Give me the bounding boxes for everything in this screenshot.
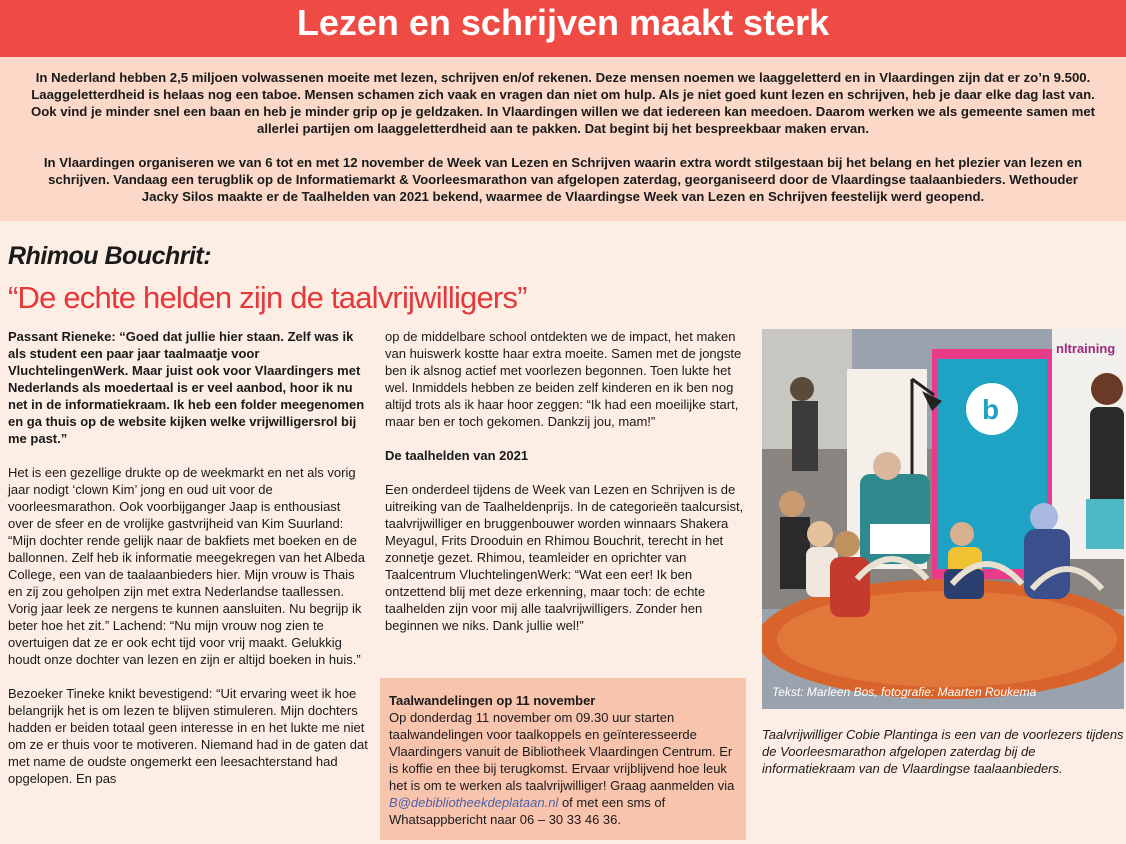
email-link[interactable]: B@debibliotheekdeplataan.nl (389, 795, 559, 810)
info-text-after: of met een sms of Whatsappbericht naar 06 – 30 33 46 36. (389, 795, 666, 827)
article-column-1 (8, 328, 368, 804)
photo-illustration (762, 329, 1124, 709)
banner-right-text: nltraining (1056, 341, 1116, 356)
info-box-title: Taalwandelingen op 11 november (389, 693, 596, 708)
svg-text:b: b (982, 394, 1000, 425)
body-paragraph: op de middelbare school ontdekten we de impact, het maken van huiswerk kostte haar extra moeite. Samen met de jongste ben ik alsnog actief met voorlezen begonnen. Toen lukte het wel. Inmiddels hebben ze beiden zelf kinderen en ik ben nog altijd trots als ik haar hoor zeggen: “Ik had een moeilijke start, maar ben er toch gekomen. Dankzij jou, mam!” (385, 329, 742, 429)
info-text-before: Op donderdag 11 november om 09.30 uur starten taalwandelingen voor taalkoppels en geïnteresseerde Vlaardingers vanuit de Bibliotheek Vlaardingen Centrum. Er is koffie en thee bij terugkomst. Ervaar vrijblijvend hoe leuk het is om te werken als taalvrijwilliger! Graag aanmelden via (389, 710, 735, 793)
intro-paragraph-2: In Vlaardingen organiseren we van 6 tot en met 12 november de Week van Lezen en Schrijven waarin extra wordt stilgestaan bij het belang en het plezier van lezen en schrijven. Vandaag een terugblik op de Informatiemarkt & Voorleesmarathon van afgelopen zaterdag, georganiseerd door de Vlaardingse taalaanbieders. Wethouder Jacky Silos maakte er de Taalhelden van 2021 bekend, waarmee de Vlaardingse Week van Lezen en Schrijven feestelijk werd geopend. (43, 155, 1083, 204)
section-heading: De taalhelden van 2021 (385, 448, 529, 463)
quote-paragraph: Passant Rieneke: “Goed dat jullie hier staan. Zelf was ik als student een paar jaar taalmaatje voor VluchtelingenWerk. Maar juist ook voor Vlaardingers met Nederlands als moedertaal is er veel aanbod, hoor ik nu net in de informatiekraam. Ik heb een folder meegenomen en ga thuis op de website kijken welke vrijwilligersrol bij me past.” (8, 329, 365, 446)
info-box-text (389, 709, 737, 828)
intro-paragraph-1: In Nederland hebben 2,5 miljoen volwassenen moeite met lezen, schrijven en/of rekenen. Deze mensen noemen we laaggeletterd en in Vlaardingen zijn dat er zo’n 9.500. Laaggeletterdheid is helaas nog een taboe. Mensen schamen zich vaak en vragen dan niet om hulp. Als je niet goed kunt lezen en schrijven, heb je daar elke dag last van. Ook vind je minder snel een baan en heb je minder grip op je geldzaken. In Vlaardingen willen we dat iedereen kan meedoen. Daarom werken we als gemeente samen met allerlei partijen om laaggeletterdheid aan te pakken. Dat begint bij het bespreekbaar maken ervan. (30, 70, 1096, 136)
article-photo (762, 329, 1124, 709)
intro-block (0, 57, 1126, 221)
page-title: Lezen en schrijven maakt sterk (0, 0, 1126, 57)
body-paragraph: Een onderdeel tijdens de Week van Lezen en Schrijven is de uitreiking van de Taalheldenprijs. In de categorieën taalcursist, taalvrijwilliger en bruggenbouwer worden winnaars Shakera Meyagul, Frits Drooduin en Rhimou Bouchrit, terecht in het zonnetje gezet. Rhimou, teamleider en oprichter van Taalcentrum VluchtelingenWerk: “Wat een eer! Ik ben ontzettend blij met deze erkenning, maar toch: de echte taalhelden zijn voor mij alle taalvrijwilligers. Zonder hen beginnen we niks. Dank jullie wel!” (385, 482, 744, 633)
body-paragraph: Het is een gezellige drukte op de weekmarkt en net als vorig jaar nodigt ‘clown Kim’ jong en oud uit voor de voorleesmarathon. Ook voorbijganger Jaap is enthousiast over de sfeer en de vrolijke gastvrijheid van Kim Suurland: “Mijn dochter rende gelijk naar de bakfiets met boeken en de ballonnen. Zelf heb ik informatie meegekregen van het Albeda College, een van de taalaanbieders hier. Mijn vrouw is Thais en zij zou geholpen zijn met extra Nederlandse taallessen. Vorig jaar leek ze nergens te kunnen aansluiten. Nu begrijp ik beter hoe het zit.” Lachend: “Nu mijn vrouw nog zien te overtuigen dat ze er ook echt tijd voor vrij maakt. Gelukkig houdt onze dochter van lezen en zijn er altijd boeken in huis.” (8, 465, 366, 667)
info-box (380, 678, 746, 840)
article-column-2 (385, 328, 747, 651)
body-paragraph: Bezoeker Tineke knikt bevestigend: “Uit ervaring weet ik hoe belangrijk het is om lezen te blijven stimuleren. Mijn dochters hadden er beiden totaal geen interesse in en het lukte me niet om ze er thuis voor te motiveren. Niemand had in de gaten dat met name de oudste ongemerkt een leesachterstand had opgelopen. En pas (8, 686, 368, 786)
article-kicker: Rhimou Bouchrit: (8, 242, 212, 270)
photo-caption: Taalvrijwilliger Cobie Plantinga is een van de voorlezers tijdens de Voorleesmarathon afgelopen zaterdag bij de informatiekraam van de Vlaardingse taalaanbieders. (762, 727, 1124, 776)
article-headline: “De echte helden zijn de taalvrijwilligers” (8, 280, 527, 315)
photo-credit: Tekst: Marleen Bos, fotografie: Maarten Roukema (772, 685, 1037, 699)
